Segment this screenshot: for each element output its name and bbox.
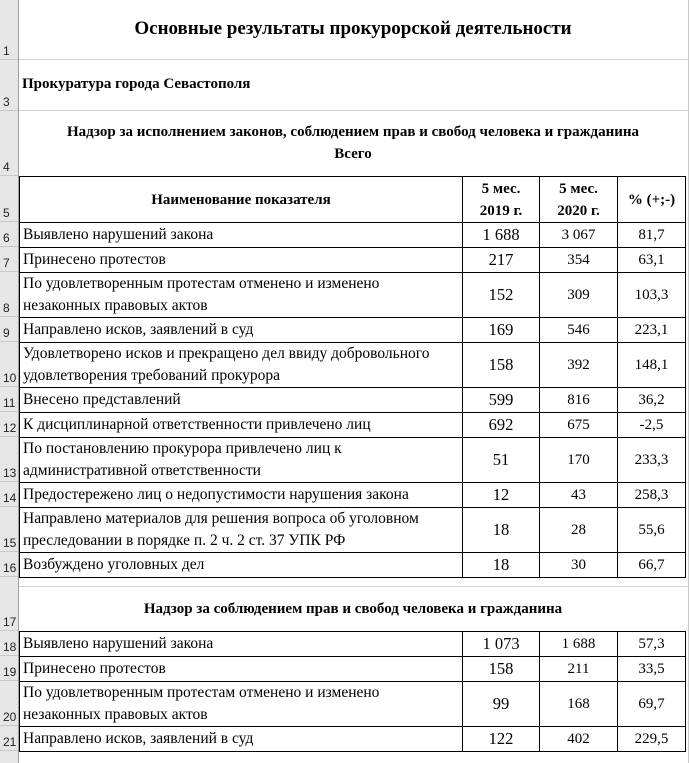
table-row [20,248,686,273]
row-number-label: 10 [3,371,17,385]
percent-cell[interactable]: 223,1 [618,318,686,343]
value-2020-cell[interactable]: 675 [540,413,618,438]
percent-cell[interactable]: 69,7 [618,682,686,727]
value-2019-cell[interactable]: 18 [463,553,540,578]
table-row [20,657,686,682]
indicator-cell[interactable]: Выявлено нарушений закона [20,632,463,657]
row-number[interactable] [0,317,18,342]
indicator-cell[interactable]: Удовлетворено исков и прекращено дел ввиду добровольного удовлетворения требований прокурора [20,343,463,388]
row-number-label: 6 [3,231,10,245]
row-number-label: 8 [3,301,10,315]
table-row [20,553,686,578]
row-number[interactable] [0,222,18,247]
indicator-cell[interactable]: Направлено исков, заявлений в суд [20,727,463,752]
value-2020-cell[interactable]: 1 688 [540,632,618,657]
header-2020-line1: 5 мес. [559,180,598,197]
indicator-cell[interactable]: Внесено представлений [20,388,463,413]
section2-table [19,631,686,752]
value-2020-cell[interactable]: 28 [540,508,618,553]
row-number-label: 17 [3,615,17,629]
row-number-label: 18 [3,640,17,654]
table-row [20,632,686,657]
percent-cell[interactable]: 258,3 [618,483,686,508]
header-2020[interactable] [540,177,618,223]
value-2020-cell[interactable]: 168 [540,682,618,727]
value-2019-cell[interactable]: 1 073 [463,632,540,657]
percent-cell[interactable]: 66,7 [618,553,686,578]
value-2020-cell[interactable]: 170 [540,438,618,483]
value-2020-cell[interactable]: 43 [540,483,618,508]
row-number[interactable] [0,482,18,507]
row-number-label: 19 [3,665,17,679]
percent-cell[interactable]: 63,1 [618,248,686,273]
row-number[interactable] [0,387,18,412]
value-2020-cell[interactable]: 3 067 [540,223,618,248]
row-number[interactable] [0,681,18,726]
value-2020-cell[interactable]: 402 [540,727,618,752]
indicator-cell[interactable]: По постановлению прокурора привлечено лиц к административной ответственности [20,438,463,483]
percent-cell[interactable]: 36,2 [618,388,686,413]
row-number[interactable] [0,586,18,631]
row-number-label: 14 [3,491,17,505]
row-number[interactable] [0,656,18,681]
percent-cell[interactable]: 103,3 [618,273,686,318]
row-number[interactable] [0,111,18,176]
value-2019-cell[interactable]: 169 [463,318,540,343]
value-2020-cell[interactable]: 354 [540,248,618,273]
value-2019-cell[interactable]: 18 [463,508,540,553]
row-number[interactable] [0,437,18,482]
organization-name: Прокуратура города Севастополя [22,76,251,92]
indicator-cell[interactable]: Направлено материалов для решения вопроса об уголовном преследовании в порядке п. 2 ч. 2 ст. 37 УПК РФ [20,508,463,553]
value-2019-cell[interactable]: 217 [463,248,540,273]
table-row [20,438,686,483]
indicator-cell[interactable]: К дисциплинарной ответственности привлечено лиц [20,413,463,438]
row-number-label: 5 [3,206,10,220]
row-number[interactable] [0,726,18,751]
row-number-label: 16 [3,561,17,575]
table-row [20,223,686,248]
percent-cell[interactable]: 57,3 [618,632,686,657]
value-2019-cell[interactable]: 158 [463,657,540,682]
value-2019-cell[interactable]: 692 [463,413,540,438]
indicator-cell[interactable]: Возбуждено уголовных дел [20,553,463,578]
value-2019-cell[interactable]: 599 [463,388,540,413]
row-number-label: 13 [3,466,17,480]
table-row [20,273,686,318]
table-row [20,483,686,508]
row-number[interactable] [0,272,18,317]
row-number-label: 20 [3,710,17,724]
header-2020-line2: 2020 г. [557,202,600,219]
table-row [20,413,686,438]
percent-cell[interactable]: 233,3 [618,438,686,483]
percent-cell[interactable]: -2,5 [618,413,686,438]
percent-cell[interactable]: 229,5 [618,727,686,752]
row-number-label: 3 [3,95,10,109]
section2-title: Надзор за соблюдением прав и свобод человека и гражданина [143,601,563,617]
gridline [19,586,688,587]
value-2020-cell[interactable]: 211 [540,657,618,682]
row-number-label: 15 [3,536,17,550]
row-number[interactable] [0,60,18,111]
header-2019[interactable] [463,177,540,223]
gridline [19,110,688,111]
value-2019-cell[interactable]: 1 688 [463,223,540,248]
row-number-label: 7 [3,256,10,270]
row-number[interactable] [0,342,18,387]
table-row [20,682,686,727]
indicator-cell[interactable]: Принесено протестов [20,248,463,273]
row-number[interactable] [0,507,18,552]
section1-title [19,121,687,165]
row-number-label: 12 [3,421,17,435]
indicator-cell[interactable]: Выявлено нарушений закона [20,223,463,248]
section1-table [19,176,686,578]
row-number[interactable] [0,176,18,222]
header-2019-line1: 5 мес. [481,180,521,197]
value-2019-cell[interactable]: 12 [463,483,540,508]
percent-cell[interactable]: 148,1 [618,343,686,388]
table-row [20,508,686,553]
percent-cell[interactable]: 81,7 [618,223,686,248]
gridline [19,59,688,60]
row-number-label: 9 [3,326,10,340]
row-number[interactable] [0,552,18,577]
table-row [20,388,686,413]
header-percent[interactable]: % (+;-) [618,177,686,223]
value-2019-cell[interactable]: 122 [463,727,540,752]
value-2019-cell[interactable]: 51 [463,438,540,483]
value-2019-cell[interactable]: 99 [463,682,540,727]
percent-cell[interactable]: 33,5 [618,657,686,682]
row-number-label: 1 [3,44,10,58]
indicator-cell[interactable]: Предостережено лиц о недопустимости нарушения закона [20,483,463,508]
value-2019-cell[interactable]: 158 [463,343,540,388]
section1-title-line1: Надзор за исполнением законов, соблюдением прав и свобод человека и гражданина [66,124,640,140]
table-row [20,318,686,343]
row-number-label: 21 [3,735,17,749]
value-2020-cell[interactable]: 546 [540,318,618,343]
value-2020-cell[interactable]: 309 [540,273,618,318]
section1-title-line2: Всего [334,146,372,162]
percent-cell[interactable]: 55,6 [618,508,686,553]
table-header-row [20,177,686,223]
value-2020-cell[interactable]: 30 [540,553,618,578]
header-2019-line2: 2019 г. [479,202,523,219]
table-row [20,727,686,752]
indicator-cell[interactable]: Направлено исков, заявлений в суд [20,318,463,343]
header-indicator-name[interactable]: Наименование показателя [20,177,463,223]
row-number-label: 11 [3,396,16,410]
value-2020-cell[interactable]: 392 [540,343,618,388]
row-number[interactable] [0,0,18,60]
row-number[interactable] [0,247,18,272]
indicator-cell[interactable]: Принесено протестов [20,657,463,682]
indicator-cell[interactable]: По удовлетворенным протестам отменено и изменено незаконных правовых актов [20,273,463,318]
indicator-cell[interactable]: По удовлетворенным протестам отменено и изменено незаконных правовых актов [20,682,463,727]
row-number[interactable] [0,412,18,437]
row-number[interactable] [0,631,18,656]
value-2019-cell[interactable]: 152 [463,273,540,318]
page-title: Основные результаты прокурорской деятельности [134,18,572,39]
table-row [20,343,686,388]
value-2020-cell[interactable]: 816 [540,388,618,413]
row-number-label: 4 [3,160,10,174]
